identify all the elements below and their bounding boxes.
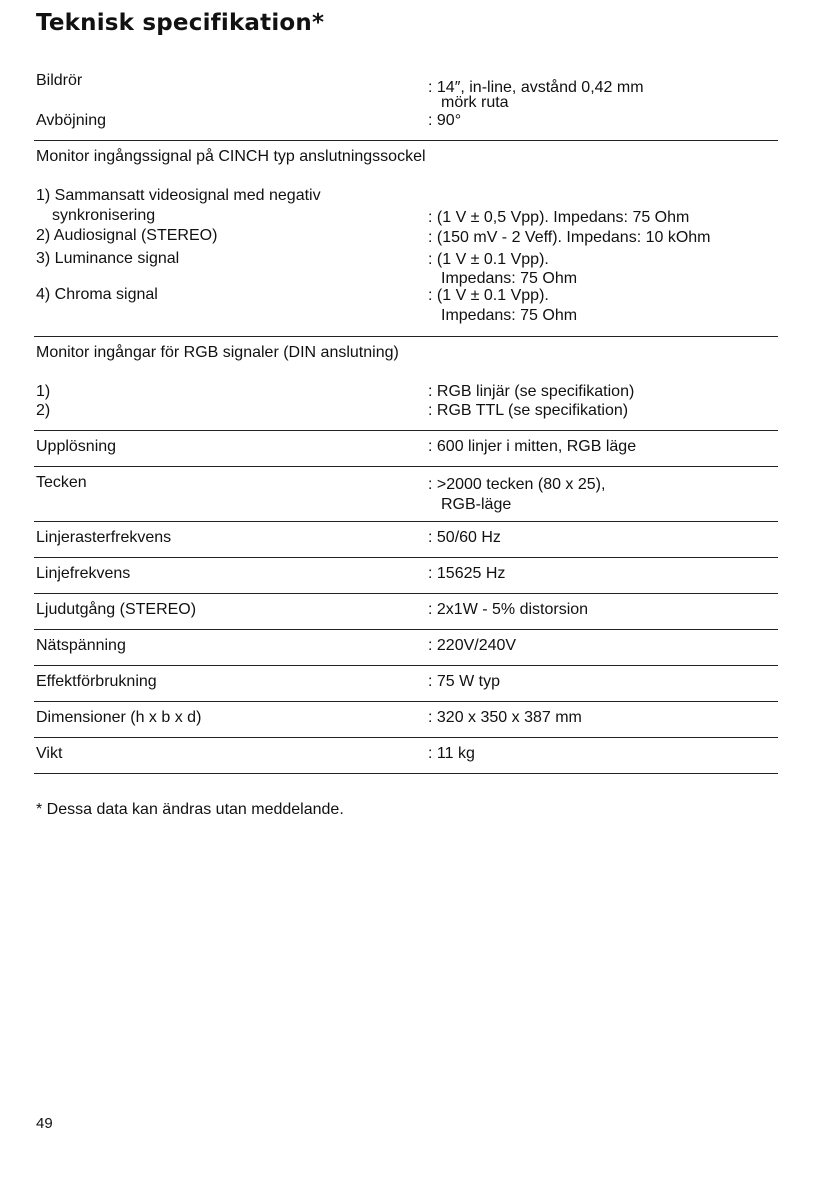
cinch-heading: Monitor ingångssignal på CINCH typ anslutningssockel	[36, 148, 426, 165]
cinch-item-value-2: Impedans: 75 Ohm	[441, 270, 578, 287]
cinch-item-value: : (1 V ± 0,5 Vpp). Impedans: 75 Ohm	[428, 209, 690, 226]
cinch-item-label: 1) Sammansatt videosignal med negativ	[36, 187, 321, 204]
spec-value-2: RGB-läge	[441, 496, 512, 513]
divider	[34, 140, 778, 141]
rgb-heading: Monitor ingångar för RGB signaler (DIN anslutning)	[36, 344, 399, 361]
tube-value-2: mörk ruta	[441, 94, 509, 111]
rgb-item-label: 1)	[36, 383, 51, 400]
cinch-item-label-2: synkronisering	[52, 207, 156, 224]
divider	[34, 466, 778, 467]
spec-value: : 50/60 Hz	[428, 529, 501, 546]
rgb-item-value: : RGB TTL (se specifikation)	[428, 402, 629, 419]
divider	[34, 521, 778, 522]
spec-label: Upplösning	[36, 438, 117, 455]
rgb-item-label: 2)	[36, 402, 51, 419]
divider	[34, 430, 778, 431]
spec-value: : 2x1W - 5% distorsion	[428, 601, 589, 618]
divider	[34, 336, 778, 337]
deflection-label: Avböjning	[36, 112, 106, 129]
page-number: 49	[36, 1115, 53, 1132]
cinch-item-value: : (150 mV - 2 Veff). Impedans: 10 kOhm	[428, 229, 711, 246]
tube-value: : 14″, in-line, avstånd 0,42 mm	[428, 79, 644, 96]
spec-value: : 600 linjer i mitten, RGB läge	[428, 438, 637, 455]
spec-label: Tecken	[36, 474, 87, 491]
deflection-value: : 90°	[428, 112, 462, 129]
spec-label: Effektförbrukning	[36, 673, 157, 690]
divider	[34, 737, 778, 738]
spec-label: Vikt	[36, 745, 63, 762]
page-title: Teknisk specifikation*	[36, 10, 325, 36]
spec-value: : 220V/240V	[428, 637, 517, 654]
spec-value: : 15625 Hz	[428, 565, 506, 582]
divider	[34, 629, 778, 630]
footnote: * Dessa data kan ändras utan meddelande.	[36, 801, 344, 818]
cinch-item-label: 3) Luminance signal	[36, 250, 180, 267]
cinch-item-label: 2) Audiosignal (STEREO)	[36, 227, 218, 244]
cinch-item-label: 4) Chroma signal	[36, 286, 158, 303]
cinch-item-value-2: Impedans: 75 Ohm	[441, 307, 578, 324]
spec-label: Ljudutgång (STEREO)	[36, 601, 197, 618]
spec-label: Dimensioner (h x b x d)	[36, 709, 202, 726]
cinch-item-value: : (1 V ± 0.1 Vpp).	[428, 287, 549, 304]
tube-label: Bildrör	[36, 72, 83, 89]
rgb-item-value: : RGB linjär (se specifikation)	[428, 383, 635, 400]
spec-value: : >2000 tecken (80 x 25),	[428, 476, 606, 493]
cinch-item-value: : (1 V ± 0.1 Vpp).	[428, 251, 549, 268]
divider	[34, 665, 778, 666]
divider	[34, 701, 778, 702]
divider	[34, 557, 778, 558]
divider	[34, 593, 778, 594]
spec-label: Linjerasterfrekvens	[36, 529, 172, 546]
spec-value: : 75 W typ	[428, 673, 501, 690]
spec-value: : 11 kg	[428, 745, 475, 762]
divider	[34, 773, 778, 774]
spec-value: : 320 x 350 x 387 mm	[428, 709, 582, 726]
spec-label: Linjefrekvens	[36, 565, 131, 582]
spec-label: Nätspänning	[36, 637, 126, 654]
